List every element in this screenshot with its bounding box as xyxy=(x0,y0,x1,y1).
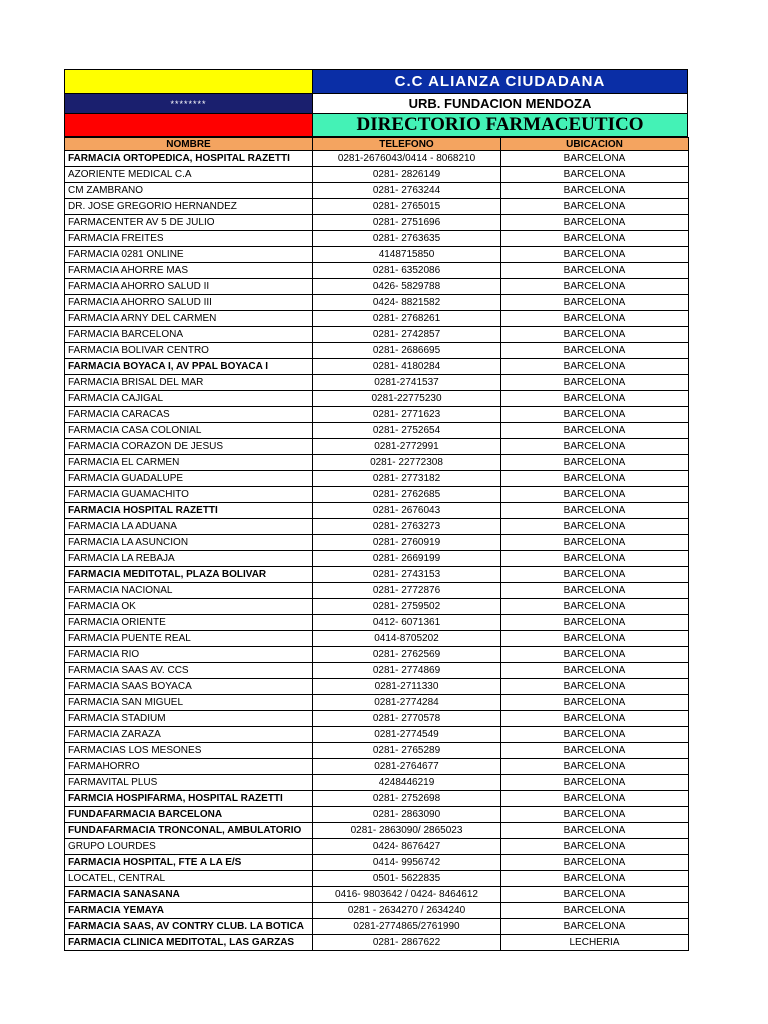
pharmacy-name-cell: FARMACIA OK xyxy=(65,599,313,615)
pharmacy-name-cell: FARMACIA 0281 ONLINE xyxy=(65,247,313,263)
phone-cell: 0281- 2760919 xyxy=(313,535,501,551)
location-cell: BARCELONA xyxy=(501,391,689,407)
location-cell: BARCELONA xyxy=(501,471,689,487)
pharmacy-name-cell: FARMACIA AHORRO SALUD II xyxy=(65,279,313,295)
location-cell: BARCELONA xyxy=(501,775,689,791)
location-cell: BARCELONA xyxy=(501,183,689,199)
location-cell: BARCELONA xyxy=(501,327,689,343)
pharmacy-name-cell: FARMACIA CLINICA MEDITOTAL, LAS GARZAS xyxy=(65,935,313,951)
table-row xyxy=(65,919,689,935)
table-row xyxy=(65,407,689,423)
table-row xyxy=(65,871,689,887)
phone-cell: 0281- 2763635 xyxy=(313,231,501,247)
phone-cell: 0281- 2763244 xyxy=(313,183,501,199)
phone-cell: 0281-22775230 xyxy=(313,391,501,407)
table-row xyxy=(65,903,689,919)
table-row xyxy=(65,471,689,487)
table-row xyxy=(65,391,689,407)
pharmacy-name-cell: FARMACIA BOLIVAR CENTRO xyxy=(65,343,313,359)
phone-cell: 0281- 2765289 xyxy=(313,743,501,759)
phone-cell: 0281- 2743153 xyxy=(313,567,501,583)
pharmacy-name-cell: FARMACIA EL CARMEN xyxy=(65,455,313,471)
phone-cell: 0416- 9803642 / 0424- 8464612 xyxy=(313,887,501,903)
pharmacy-name-cell: FARMACIA FREITES xyxy=(65,231,313,247)
pharmacy-name-cell: DR. JOSE GREGORIO HERNANDEZ xyxy=(65,199,313,215)
phone-cell: 0281- 2772876 xyxy=(313,583,501,599)
header-row-3 xyxy=(64,113,688,137)
location-cell: BARCELONA xyxy=(501,439,689,455)
table-row xyxy=(65,439,689,455)
phone-cell: 0281-2772991 xyxy=(313,439,501,455)
table-row xyxy=(65,375,689,391)
pharmacy-name-cell: FARMACIA CORAZON DE JESUS xyxy=(65,439,313,455)
pharmacy-name-cell: FARMACIA ORTOPEDICA, HOSPITAL RAZETTI xyxy=(65,151,313,167)
phone-cell: 0281- 2765015 xyxy=(313,199,501,215)
pharmacy-name-cell: FARMACIA GUAMACHITO xyxy=(65,487,313,503)
location-cell: BARCELONA xyxy=(501,599,689,615)
table-row xyxy=(65,855,689,871)
table-row xyxy=(65,711,689,727)
table-row xyxy=(65,823,689,839)
phone-cell: 0281- 2826149 xyxy=(313,167,501,183)
org-title: C.C ALIANZA CIUDADANA xyxy=(313,70,687,93)
pharmacy-name-cell: FARMACIA PUENTE REAL xyxy=(65,631,313,647)
table-row xyxy=(65,519,689,535)
pharmacy-name-cell: FUNDAFARMACIA TRONCONAL, AMBULATORIO xyxy=(65,823,313,839)
table-row xyxy=(65,599,689,615)
location-cell: BARCELONA xyxy=(501,615,689,631)
table-row xyxy=(65,359,689,375)
table-row xyxy=(65,567,689,583)
location-cell: BARCELONA xyxy=(501,743,689,759)
pharmacy-name-cell: FARMACIA CAJIGAL xyxy=(65,391,313,407)
table-row xyxy=(65,727,689,743)
pharmacy-name-cell: FARMACIA MEDITOTAL, PLAZA BOLIVAR xyxy=(65,567,313,583)
location-cell: BARCELONA xyxy=(501,583,689,599)
location-cell: BARCELONA xyxy=(501,807,689,823)
phone-cell: 0281 - 2634270 / 2634240 xyxy=(313,903,501,919)
column-header-row xyxy=(65,138,689,151)
table-row xyxy=(65,183,689,199)
pharmacy-name-cell: FARMACIAS LOS MESONES xyxy=(65,743,313,759)
pharmacy-name-cell: FARMACIA RIO xyxy=(65,647,313,663)
table-row xyxy=(65,231,689,247)
phone-cell: 0424- 8676427 xyxy=(313,839,501,855)
phone-cell: 0281- 4180284 xyxy=(313,359,501,375)
phone-cell: 0281- 2669199 xyxy=(313,551,501,567)
directory-table xyxy=(64,137,689,951)
header-row-1 xyxy=(64,69,688,93)
pharmacy-name-cell: AZORIENTE MEDICAL C.A xyxy=(65,167,313,183)
location-cell: BARCELONA xyxy=(501,455,689,471)
pharmacy-name-cell: FARMAVITAL PLUS xyxy=(65,775,313,791)
table-row xyxy=(65,199,689,215)
table-row xyxy=(65,791,689,807)
pharmacy-name-cell: FARMACIA HOSPITAL RAZETTI xyxy=(65,503,313,519)
table-row xyxy=(65,743,689,759)
phone-cell: 0281-2711330 xyxy=(313,679,501,695)
flag-red-band xyxy=(65,114,313,136)
location-cell: BARCELONA xyxy=(501,823,689,839)
pharmacy-name-cell: FARMACIA YEMAYA xyxy=(65,903,313,919)
phone-cell: 0281- 2863090/ 2865023 xyxy=(313,823,501,839)
phone-cell: 0414-8705202 xyxy=(313,631,501,647)
pharmacy-name-cell: FARMACIA BRISAL DEL MAR xyxy=(65,375,313,391)
table-row xyxy=(65,151,689,167)
pharmacy-name-cell: CM ZAMBRANO xyxy=(65,183,313,199)
location-cell: BARCELONA xyxy=(501,247,689,263)
pharmacy-name-cell: FARMACIA LA REBAJA xyxy=(65,551,313,567)
table-row xyxy=(65,615,689,631)
location-cell: BARCELONA xyxy=(501,711,689,727)
flag-yellow-band xyxy=(65,70,313,93)
location-cell: BARCELONA xyxy=(501,631,689,647)
phone-cell: 0281- 2751696 xyxy=(313,215,501,231)
location-cell: BARCELONA xyxy=(501,663,689,679)
location-cell: BARCELONA xyxy=(501,871,689,887)
location-cell: BARCELONA xyxy=(501,567,689,583)
table-row xyxy=(65,455,689,471)
phone-cell: 0426- 5829788 xyxy=(313,279,501,295)
location-cell: LECHERIA xyxy=(501,935,689,951)
location-cell: BARCELONA xyxy=(501,679,689,695)
phone-cell: 0281- 2768261 xyxy=(313,311,501,327)
table-row xyxy=(65,775,689,791)
pharmacy-name-cell: FARMACIA NACIONAL xyxy=(65,583,313,599)
pharmacy-name-cell: FARMACIA AHORRE MAS xyxy=(65,263,313,279)
table-row xyxy=(65,295,689,311)
location-cell: BARCELONA xyxy=(501,791,689,807)
location-cell: BARCELONA xyxy=(501,919,689,935)
phone-cell: 0281-2774284 xyxy=(313,695,501,711)
phone-cell: 0281- 2742857 xyxy=(313,327,501,343)
phone-cell: 0412- 6071361 xyxy=(313,615,501,631)
table-row xyxy=(65,263,689,279)
table-row xyxy=(65,679,689,695)
pharmacy-name-cell: FARMACIA SAAS AV. CCS xyxy=(65,663,313,679)
phone-cell: 0281-2774865/2761990 xyxy=(313,919,501,935)
table-row xyxy=(65,535,689,551)
phone-cell: 0281- 2752698 xyxy=(313,791,501,807)
column-header-location: UBICACION xyxy=(501,138,689,151)
location-cell: BARCELONA xyxy=(501,839,689,855)
phone-cell: 0281-2764677 xyxy=(313,759,501,775)
location-cell: BARCELONA xyxy=(501,343,689,359)
location-cell: BARCELONA xyxy=(501,311,689,327)
pharmacy-name-cell: FARMACIA ARNY DEL CARMEN xyxy=(65,311,313,327)
phone-cell: 0414- 9956742 xyxy=(313,855,501,871)
location-cell: BARCELONA xyxy=(501,759,689,775)
phone-cell: 0501- 5622835 xyxy=(313,871,501,887)
pharmacy-name-cell: FARMACIA HOSPITAL, FTE A LA E/S xyxy=(65,855,313,871)
phone-cell: 0281- 2774869 xyxy=(313,663,501,679)
table-row xyxy=(65,695,689,711)
phone-cell: 0424- 8821582 xyxy=(313,295,501,311)
table-row xyxy=(65,631,689,647)
location-cell: BARCELONA xyxy=(501,519,689,535)
phone-cell: 0281- 2762569 xyxy=(313,647,501,663)
table-row xyxy=(65,839,689,855)
pharmacy-name-cell: FUNDAFARMACIA BARCELONA xyxy=(65,807,313,823)
pharmacy-name-cell: FARMACIA ZARAZA xyxy=(65,727,313,743)
location-cell: BARCELONA xyxy=(501,215,689,231)
pharmacy-name-cell: FARMACIA STADIUM xyxy=(65,711,313,727)
phone-cell: 0281- 2863090 xyxy=(313,807,501,823)
location-cell: BARCELONA xyxy=(501,167,689,183)
pharmacy-name-cell: FARMACIA CASA COLONIAL xyxy=(65,423,313,439)
pharmacy-name-cell: LOCATEL, CENTRAL xyxy=(65,871,313,887)
table-row xyxy=(65,215,689,231)
phone-cell: 4148715850 xyxy=(313,247,501,263)
location-cell: BARCELONA xyxy=(501,407,689,423)
table-row xyxy=(65,247,689,263)
location-cell: BARCELONA xyxy=(501,199,689,215)
pharmacy-name-cell: FARMACIA SANASANA xyxy=(65,887,313,903)
phone-cell: 0281-2741537 xyxy=(313,375,501,391)
location-cell: BARCELONA xyxy=(501,855,689,871)
table-row xyxy=(65,583,689,599)
table-row xyxy=(65,423,689,439)
phone-cell: 0281- 2763273 xyxy=(313,519,501,535)
table-row xyxy=(65,503,689,519)
flag-blue-band: ******** xyxy=(65,94,313,113)
pharmacy-name-cell: FARMACIA GUADALUPE xyxy=(65,471,313,487)
location-cell: BARCELONA xyxy=(501,551,689,567)
location-cell: BARCELONA xyxy=(501,727,689,743)
table-row xyxy=(65,551,689,567)
location-cell: BARCELONA xyxy=(501,503,689,519)
table-row xyxy=(65,647,689,663)
location-cell: BARCELONA xyxy=(501,279,689,295)
pharmacy-name-cell: FARMCIA HOSPIFARMA, HOSPITAL RAZETTI xyxy=(65,791,313,807)
directory-title: DIRECTORIO FARMACEUTICO xyxy=(313,114,687,136)
phone-cell: 0281- 2773182 xyxy=(313,471,501,487)
column-header-phone: TELEFONO xyxy=(313,138,501,151)
location-cell: BARCELONA xyxy=(501,903,689,919)
pharmacy-name-cell: FARMACENTER AV 5 DE JULIO xyxy=(65,215,313,231)
pharmacy-name-cell: FARMACIA SAAS BOYACA xyxy=(65,679,313,695)
pharmacy-name-cell: FARMACIA SAAS, AV CONTRY CLUB. LA BOTICA xyxy=(65,919,313,935)
phone-cell: 0281- 6352086 xyxy=(313,263,501,279)
table-row xyxy=(65,167,689,183)
location-cell: BARCELONA xyxy=(501,151,689,167)
location-cell: BARCELONA xyxy=(501,263,689,279)
location-cell: BARCELONA xyxy=(501,487,689,503)
location-cell: BARCELONA xyxy=(501,295,689,311)
phone-cell: 0281- 2686695 xyxy=(313,343,501,359)
pharmacy-name-cell: GRUPO LOURDES xyxy=(65,839,313,855)
phone-cell: 0281- 2752654 xyxy=(313,423,501,439)
header-row-2 xyxy=(64,93,688,113)
pharmacy-name-cell: FARMAHORRO xyxy=(65,759,313,775)
table-row xyxy=(65,663,689,679)
pharmacy-directory-sheet xyxy=(64,69,688,951)
phone-cell: 0281- 2771623 xyxy=(313,407,501,423)
phone-cell: 0281- 2770578 xyxy=(313,711,501,727)
phone-cell: 0281-2774549 xyxy=(313,727,501,743)
phone-cell: 4248446219 xyxy=(313,775,501,791)
location-cell: BARCELONA xyxy=(501,647,689,663)
table-row xyxy=(65,807,689,823)
phone-cell: 0281- 22772308 xyxy=(313,455,501,471)
phone-cell: 0281-2676043/0414 - 8068210 xyxy=(313,151,501,167)
pharmacy-name-cell: FARMACIA CARACAS xyxy=(65,407,313,423)
pharmacy-name-cell: FARMACIA BARCELONA xyxy=(65,327,313,343)
table-row xyxy=(65,343,689,359)
pharmacy-name-cell: FARMACIA LA ASUNCION xyxy=(65,535,313,551)
location-cell: BARCELONA xyxy=(501,695,689,711)
table-row xyxy=(65,887,689,903)
pharmacy-name-cell: FARMACIA BOYACA I, AV PPAL BOYACA I xyxy=(65,359,313,375)
subtitle: URB. FUNDACION MENDOZA xyxy=(313,94,687,113)
location-cell: BARCELONA xyxy=(501,535,689,551)
location-cell: BARCELONA xyxy=(501,887,689,903)
table-row xyxy=(65,487,689,503)
location-cell: BARCELONA xyxy=(501,231,689,247)
phone-cell: 0281- 2867622 xyxy=(313,935,501,951)
pharmacy-name-cell: FARMACIA ORIENTE xyxy=(65,615,313,631)
table-row xyxy=(65,279,689,295)
location-cell: BARCELONA xyxy=(501,359,689,375)
location-cell: BARCELONA xyxy=(501,423,689,439)
table-row xyxy=(65,311,689,327)
table-row xyxy=(65,759,689,775)
pharmacy-name-cell: FARMACIA AHORRO SALUD III xyxy=(65,295,313,311)
phone-cell: 0281- 2676043 xyxy=(313,503,501,519)
location-cell: BARCELONA xyxy=(501,375,689,391)
pharmacy-name-cell: FARMACIA LA ADUANA xyxy=(65,519,313,535)
phone-cell: 0281- 2762685 xyxy=(313,487,501,503)
phone-cell: 0281- 2759502 xyxy=(313,599,501,615)
table-row xyxy=(65,327,689,343)
column-header-name: NOMBRE xyxy=(65,138,313,151)
table-row xyxy=(65,935,689,951)
pharmacy-name-cell: FARMACIA SAN MIGUEL xyxy=(65,695,313,711)
